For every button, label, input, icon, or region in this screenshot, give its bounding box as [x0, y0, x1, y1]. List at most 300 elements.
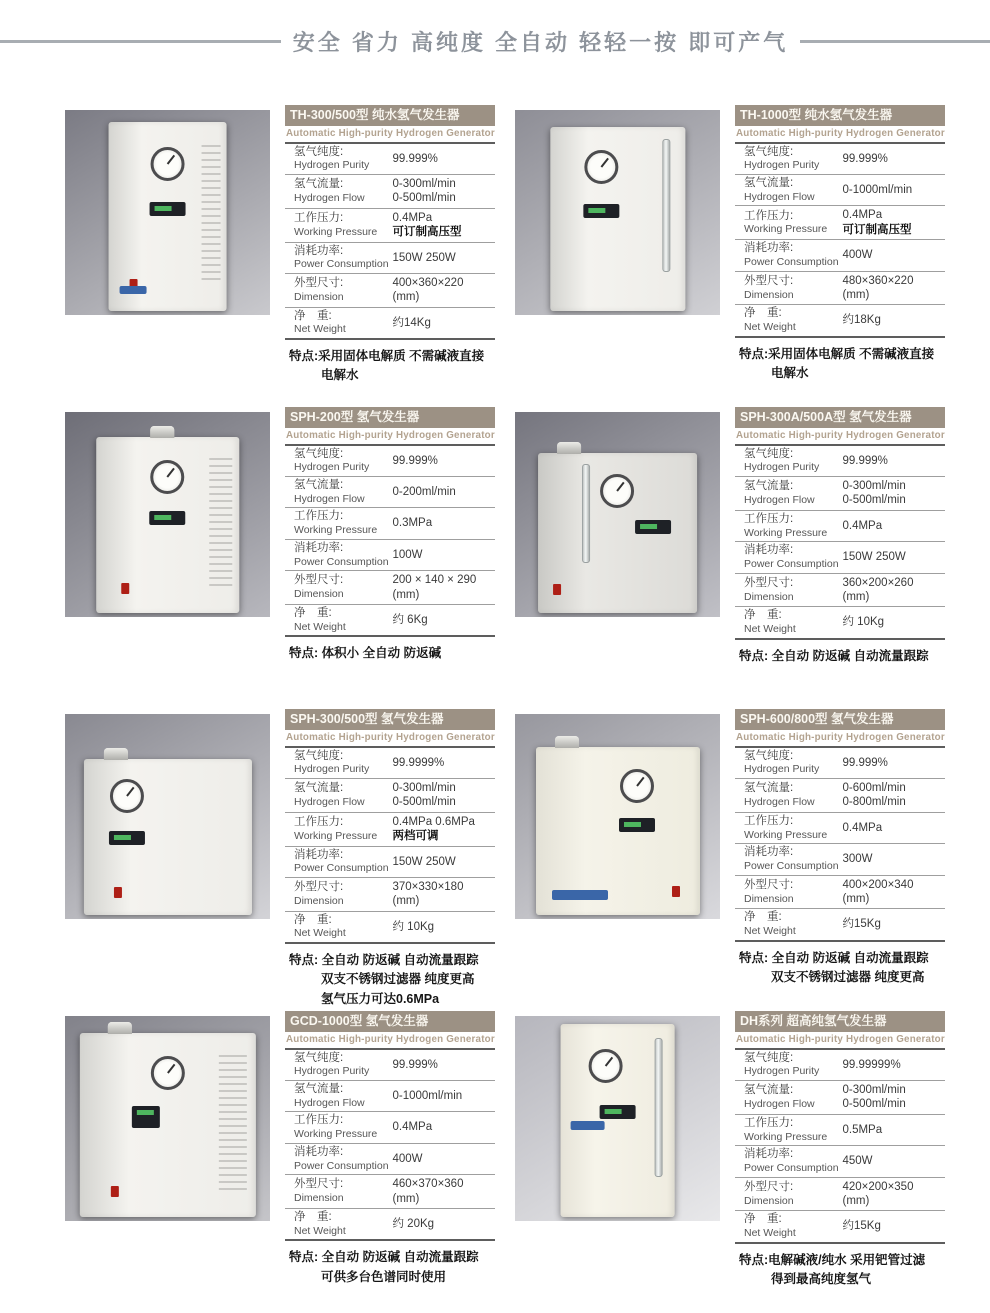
spec-label: [744, 448, 842, 474]
spec-value-line: 0-300ml/min: [842, 480, 906, 493]
spec-value-line: 99.999%: [392, 1058, 438, 1071]
spec-row: [285, 748, 495, 779]
digital-display-icon: [583, 204, 619, 218]
spec-row: [735, 1115, 945, 1146]
spec-label-en: Hydrogen Purity: [294, 763, 370, 776]
features: [285, 340, 495, 386]
spec-label-en: Hydrogen Purity: [744, 1065, 820, 1078]
brand-label: [570, 1121, 604, 1130]
spec-title: TH-300/500型 纯水氢气发生器: [285, 105, 495, 126]
spec-label: [294, 212, 392, 238]
spec-label-cn: 外型尺寸:: [294, 881, 344, 894]
spec-table: [285, 709, 495, 1011]
spec-value-line: 0-1000ml/min: [392, 1090, 463, 1103]
spec-value-line: 99.999%: [392, 454, 438, 467]
spec-row: [735, 779, 945, 813]
spec-label-en: Net Weight: [744, 321, 796, 334]
pressure-gauge-icon: [620, 769, 654, 803]
spec-label-cn: 氢气流量:: [744, 782, 794, 795]
spec-row: [735, 446, 945, 477]
spec-value: [842, 183, 945, 197]
spec-value: [392, 485, 495, 499]
spec-value-line: 150W 250W: [842, 551, 906, 564]
spec-value: [842, 821, 945, 835]
spec-value-line: 99.999%: [842, 152, 888, 165]
feature-line: 特点: 全自动 防返碱 自动流量跟踪: [289, 953, 479, 968]
spec-value-line: 可订制高压型: [392, 226, 462, 239]
spec-label-cn: 外型尺寸:: [294, 574, 344, 587]
spec-label: [294, 816, 392, 842]
spec-value: [392, 316, 495, 330]
product-photo: [65, 1016, 270, 1221]
spec-label: [744, 146, 842, 172]
spec-label: [744, 480, 842, 506]
spec-value-line: 99.999%: [842, 756, 888, 769]
feature-line: 电解水: [321, 368, 359, 383]
spec-label: [294, 881, 392, 907]
spec-table: [735, 709, 945, 1011]
spec-value: [392, 548, 495, 562]
spec-value-line: 150W 250W: [392, 251, 456, 264]
spec-label-cn: 净 重:: [744, 911, 782, 924]
bottle-cap-icon: [557, 442, 581, 454]
device-illustration: [108, 122, 227, 311]
product-photo: [515, 1016, 720, 1221]
feature-line: 双支不锈钢过滤器 纯度更高: [321, 972, 475, 987]
spec-label: [744, 177, 842, 203]
spec-value: [392, 920, 495, 934]
spec-row: [285, 1081, 495, 1112]
spec-label: [294, 607, 392, 633]
spec-title: TH-1000型 纯水氢气发生器: [735, 105, 945, 126]
feature-line: 特点:电解碱液/纯水 采用钯管过滤: [739, 1252, 926, 1267]
spec-row: [735, 1081, 945, 1115]
spec-label: [294, 1146, 392, 1172]
spec-label-cn: 工作压力:: [744, 512, 794, 525]
spec-value-line: 99.9999%: [392, 756, 445, 769]
product-panel: [65, 1011, 495, 1313]
device-illustration: [560, 1024, 675, 1217]
spec-value-line: 0-300ml/min: [392, 782, 456, 795]
product-photo: [515, 714, 720, 919]
spec-subtitle: Automatic High-purity Hydrogen Generator: [285, 1032, 495, 1050]
spec-label-cn: 工作压力:: [294, 815, 344, 828]
product-panel: [65, 709, 495, 1011]
spec-label-en: Power Consumption: [294, 862, 389, 875]
spec-label-en: Net Weight: [294, 323, 346, 336]
spec-value: [392, 1089, 495, 1103]
feature-line: 特点: 全自动 防返碱 自动流量跟踪: [739, 950, 929, 965]
spec-label-en: Hydrogen Flow: [744, 493, 815, 506]
spec-row: [735, 844, 945, 875]
spec-value: [392, 1217, 495, 1231]
spec-value-line: 99.999%: [842, 454, 888, 467]
spec-label: [744, 1084, 842, 1110]
spec-label-cn: 工作压力:: [294, 211, 344, 224]
spec-row: [285, 912, 495, 944]
sight-tube-icon: [582, 464, 590, 563]
spec-title: DH系列 超高纯氢气发生器: [735, 1011, 945, 1032]
spec-title: SPH-300A/500A型 氢气发生器: [735, 407, 945, 428]
spec-value-line: 0.4MPa: [842, 209, 883, 222]
product-panel: [515, 105, 945, 407]
spec-label: [294, 1114, 392, 1140]
spec-rows: [285, 748, 495, 944]
spec-label: [744, 609, 842, 635]
feature-line: 特点:采用固体电解质 不需碱液直接: [739, 346, 935, 361]
spec-label: [294, 510, 392, 536]
spec-value-line: 0-500ml/min: [842, 494, 906, 507]
pressure-gauge-icon: [584, 150, 618, 184]
spec-value-line: 可订制高压型: [842, 223, 912, 236]
spec-label-cn: 外型尺寸:: [294, 277, 344, 290]
spec-value: [392, 177, 495, 206]
spec-label-en: Power Consumption: [744, 1161, 839, 1174]
spec-value: [842, 550, 945, 564]
spec-label: [294, 750, 392, 776]
pressure-gauge-icon: [589, 1049, 623, 1083]
spec-table: [735, 407, 945, 709]
spec-title: SPH-200型 氢气发生器: [285, 407, 495, 428]
spec-label-en: Dimension: [294, 1192, 344, 1205]
spec-value-line: 450W: [842, 1155, 873, 1168]
spec-label-cn: 净 重:: [294, 1210, 332, 1223]
spec-value: [392, 880, 495, 909]
spec-row: [735, 1050, 945, 1081]
spec-label-cn: 外型尺寸:: [744, 878, 794, 891]
spec-value: [842, 1058, 945, 1072]
spec-label-cn: 消耗功率:: [294, 541, 344, 554]
spec-label: [294, 277, 392, 303]
spec-value-line: 0-300ml/min: [392, 178, 456, 191]
spec-value: [392, 1120, 495, 1134]
spec-label-en: Working Pressure: [744, 1130, 828, 1143]
spec-value: [842, 519, 945, 533]
spec-label: [744, 513, 842, 539]
features: [735, 942, 945, 988]
spec-label-en: Working Pressure: [294, 524, 378, 537]
spec-label-en: Hydrogen Flow: [294, 795, 365, 808]
spec-row: [285, 1144, 495, 1175]
spec-label: [744, 1181, 842, 1207]
spec-label-en: Dimension: [744, 1194, 794, 1207]
spec-label-en: Hydrogen Purity: [294, 1065, 370, 1078]
spec-label-en: Power Consumption: [294, 1159, 389, 1172]
spec-value-line: 360×200×260: [842, 576, 914, 589]
feature-line: 特点: 全自动 防返碱 自动流量跟踪: [289, 1250, 479, 1265]
spec-label-en: Hydrogen Purity: [744, 159, 820, 172]
bottle-cap-icon: [104, 748, 128, 760]
spec-row: [285, 847, 495, 878]
spec-value: [392, 1177, 495, 1206]
spec-label: [294, 574, 392, 600]
spec-row: [735, 542, 945, 573]
spec-label: [744, 911, 842, 937]
spec-value: [392, 1152, 495, 1166]
spec-label-cn: 净 重:: [744, 609, 782, 622]
spec-value: [842, 1154, 945, 1168]
spec-table: [285, 407, 495, 709]
spec-value-line: 0.5MPa: [842, 1123, 883, 1136]
spec-label-cn: 净 重:: [294, 606, 332, 619]
spec-row: [735, 206, 945, 240]
spec-label-cn: 外型尺寸:: [744, 274, 794, 287]
spec-row: [285, 446, 495, 477]
spec-label: [294, 1178, 392, 1204]
spec-row: [735, 511, 945, 542]
feature-line: 氢气压力可达0.6MPa: [321, 991, 440, 1006]
product-panel: [515, 1011, 945, 1313]
product-photo: [515, 412, 720, 617]
spec-value-line: 0-500ml/min: [392, 192, 456, 205]
spec-label-cn: 工作压力:: [294, 1114, 344, 1127]
spec-label: [744, 1213, 842, 1239]
spec-label-en: Net Weight: [294, 927, 346, 940]
features: [285, 944, 495, 1009]
spec-rows: [285, 1050, 495, 1242]
spec-subtitle: Automatic High-purity Hydrogen Generator: [735, 428, 945, 446]
spec-label-cn: 工作压力:: [744, 814, 794, 827]
spec-subtitle: Automatic High-purity Hydrogen Generator: [735, 730, 945, 748]
product-panel: [515, 407, 945, 709]
device-illustration: [79, 1033, 255, 1218]
spec-value: [842, 1123, 945, 1137]
pressure-gauge-icon: [600, 474, 634, 508]
spec-value-line: 0-500ml/min: [842, 1098, 906, 1111]
spec-label: [744, 242, 842, 268]
spec-row: [735, 175, 945, 206]
device-illustration: [536, 747, 700, 915]
spec-label-en: Hydrogen Flow: [294, 492, 365, 505]
spec-label-cn: 消耗功率:: [294, 244, 344, 257]
spec-label: [294, 310, 392, 336]
spec-row: [285, 605, 495, 637]
spec-label-cn: 外型尺寸:: [744, 576, 794, 589]
spec-label-en: Hydrogen Purity: [294, 461, 370, 474]
spec-value-line: 300W: [842, 853, 873, 866]
spec-value: [842, 248, 945, 262]
spec-label: [294, 448, 392, 474]
pressure-gauge-icon: [110, 779, 144, 813]
spec-subtitle: Automatic High-purity Hydrogen Generator: [735, 126, 945, 144]
spec-row: [735, 144, 945, 175]
spec-value-line: 0.3MPa: [392, 517, 433, 530]
sight-tube-icon: [654, 1038, 662, 1177]
spec-value: [842, 274, 945, 303]
spec-label: [294, 245, 392, 271]
device-illustration: [550, 127, 685, 312]
spec-value: [392, 251, 495, 265]
spec-label-cn: 氢气流量:: [294, 479, 344, 492]
bottle-cap-icon: [555, 736, 579, 748]
spec-label: [744, 577, 842, 603]
spec-value-line: 420×200×350: [842, 1180, 914, 1193]
spec-subtitle: Automatic High-purity Hydrogen Generator: [735, 1032, 945, 1050]
spec-value: [392, 152, 495, 166]
spec-row: [285, 1112, 495, 1143]
spec-rows: [735, 748, 945, 942]
spec-label: [744, 275, 842, 301]
spec-value-line: (mm): [392, 588, 420, 601]
spec-row: [735, 1178, 945, 1212]
spec-label-cn: 氢气流量:: [294, 782, 344, 795]
brand-label: [552, 890, 608, 900]
spec-label: [294, 1083, 392, 1109]
spec-label: [744, 307, 842, 333]
spec-label: [744, 1148, 842, 1174]
spec-label-en: Net Weight: [294, 620, 346, 633]
spec-value: [842, 454, 945, 468]
spec-subtitle: Automatic High-purity Hydrogen Generator: [285, 428, 495, 446]
spec-rows: [735, 144, 945, 338]
spec-label: [744, 1052, 842, 1078]
spec-label: [744, 210, 842, 236]
digital-display-icon: [619, 818, 655, 832]
device-illustration: [96, 437, 240, 613]
spec-label-cn: 氢气纯度:: [294, 1051, 344, 1064]
spec-label: [294, 1052, 392, 1078]
spec-value: [392, 756, 495, 770]
spec-value-line: 400×360×220: [392, 276, 464, 289]
spec-value-line: 370×330×180: [392, 880, 464, 893]
header-rule-right: [800, 40, 990, 43]
spec-value-line: (mm): [392, 1192, 420, 1205]
spec-row: [285, 144, 495, 175]
spec-label-cn: 外型尺寸:: [744, 1180, 794, 1193]
spec-label-cn: 外型尺寸:: [294, 1178, 344, 1191]
spec-row: [285, 209, 495, 243]
spec-label-en: Dimension: [744, 892, 794, 905]
spec-label-cn: 消耗功率:: [744, 1148, 794, 1161]
spec-label-cn: 消耗功率:: [294, 1145, 344, 1158]
spec-value-line: 0.4MPa: [842, 519, 883, 532]
spec-rows: [285, 144, 495, 340]
vent-grille-icon: [202, 145, 221, 285]
spec-value-line: 约 6Kg: [392, 613, 428, 626]
product-panel: [65, 407, 495, 709]
spec-row: [735, 240, 945, 271]
panel-grid: [65, 105, 945, 1313]
spec-value-line: 约15Kg: [842, 1220, 881, 1233]
spec-label-cn: 净 重:: [744, 1213, 782, 1226]
spec-value-line: 约14Kg: [392, 316, 431, 329]
features: [285, 637, 495, 663]
spec-label-en: Working Pressure: [744, 828, 828, 841]
digital-display-icon: [599, 1105, 635, 1119]
spec-value: [392, 211, 495, 240]
spec-value-line: 约 10Kg: [392, 920, 435, 933]
spec-value-line: (mm): [842, 1194, 870, 1207]
feature-line: 特点: 全自动 防返碱 自动流量跟踪: [739, 648, 929, 663]
spec-row: [285, 1050, 495, 1081]
spec-label-en: Power Consumption: [294, 555, 389, 568]
spec-label-en: Hydrogen Flow: [744, 1097, 815, 1110]
power-switch-icon: [111, 1186, 119, 1197]
spec-value: [842, 313, 945, 327]
features: [735, 640, 945, 666]
spec-value: [842, 878, 945, 907]
product-photo: [65, 110, 270, 315]
spec-value-line: (mm): [392, 895, 420, 908]
spec-label-en: Dimension: [744, 590, 794, 603]
spec-value: [392, 815, 495, 844]
spec-label-en: Power Consumption: [294, 258, 389, 271]
spec-row: [735, 272, 945, 306]
spec-value-line: 400×200×340: [842, 878, 914, 891]
spec-value-line: 99.999%: [392, 152, 438, 165]
spec-row: [285, 779, 495, 813]
spec-label-en: Dimension: [744, 288, 794, 301]
pressure-gauge-icon: [150, 1056, 184, 1090]
spec-row: [735, 477, 945, 511]
spec-label-cn: 工作压力:: [744, 1116, 794, 1129]
spec-label-en: Hydrogen Flow: [744, 795, 815, 808]
spec-label: [294, 146, 392, 172]
spec-row: [735, 305, 945, 337]
digital-display-icon: [109, 831, 145, 845]
feature-line: 特点: 体积小 全自动 防返碱: [289, 646, 442, 661]
digital-display-icon: [635, 520, 671, 534]
spec-row: [285, 308, 495, 340]
spec-value: [842, 615, 945, 629]
product-photo: [65, 412, 270, 617]
spec-label-en: Hydrogen Purity: [744, 763, 820, 776]
device-illustration: [538, 453, 698, 613]
spec-value: [392, 855, 495, 869]
spec-value: [842, 917, 945, 931]
spec-row: [285, 1175, 495, 1209]
spec-label-en: Net Weight: [744, 925, 796, 938]
spec-label-cn: 氢气流量:: [744, 1084, 794, 1097]
feature-line: 可供多台色谱同时使用: [321, 1269, 447, 1284]
spec-label: [744, 815, 842, 841]
bottle-cap-icon: [150, 426, 174, 438]
spec-label-en: Dimension: [294, 588, 344, 601]
spec-label: [744, 1117, 842, 1143]
spec-value-line: 0-600ml/min: [842, 782, 906, 795]
power-switch-icon: [672, 886, 680, 897]
spec-label: [744, 544, 842, 570]
sight-tube-icon: [662, 139, 670, 272]
spec-value: [842, 1180, 945, 1209]
spec-label-en: Working Pressure: [294, 1128, 378, 1141]
spec-label-en: Hydrogen Flow: [294, 191, 365, 204]
spec-value-line: 约 10Kg: [842, 616, 885, 629]
spec-table: [735, 1011, 945, 1313]
spec-label-cn: 氢气流量:: [294, 1083, 344, 1096]
spec-value: [392, 276, 495, 305]
spec-value-line: 100W: [392, 548, 423, 561]
spec-value: [842, 756, 945, 770]
spec-value: [392, 781, 495, 810]
spec-value: [392, 613, 495, 627]
spec-value-line: 0.4MPa: [392, 211, 433, 224]
spec-label: [744, 750, 842, 776]
spec-row: [735, 876, 945, 910]
spec-label: [744, 879, 842, 905]
spec-row: [735, 1146, 945, 1177]
spec-label-en: Hydrogen Purity: [744, 461, 820, 474]
product-photo: [65, 714, 270, 919]
feature-line: 双支不锈钢过滤器 纯度更高: [771, 970, 925, 985]
spec-label-cn: 工作压力:: [294, 510, 344, 523]
spec-label-cn: 净 重:: [744, 307, 782, 320]
spec-value: [392, 516, 495, 530]
spec-label-en: Hydrogen Flow: [294, 1096, 365, 1109]
spec-value-line: (mm): [842, 590, 870, 603]
spec-value-line: 0.4MPa 0.6MPa: [392, 815, 475, 828]
spec-label: [744, 846, 842, 872]
